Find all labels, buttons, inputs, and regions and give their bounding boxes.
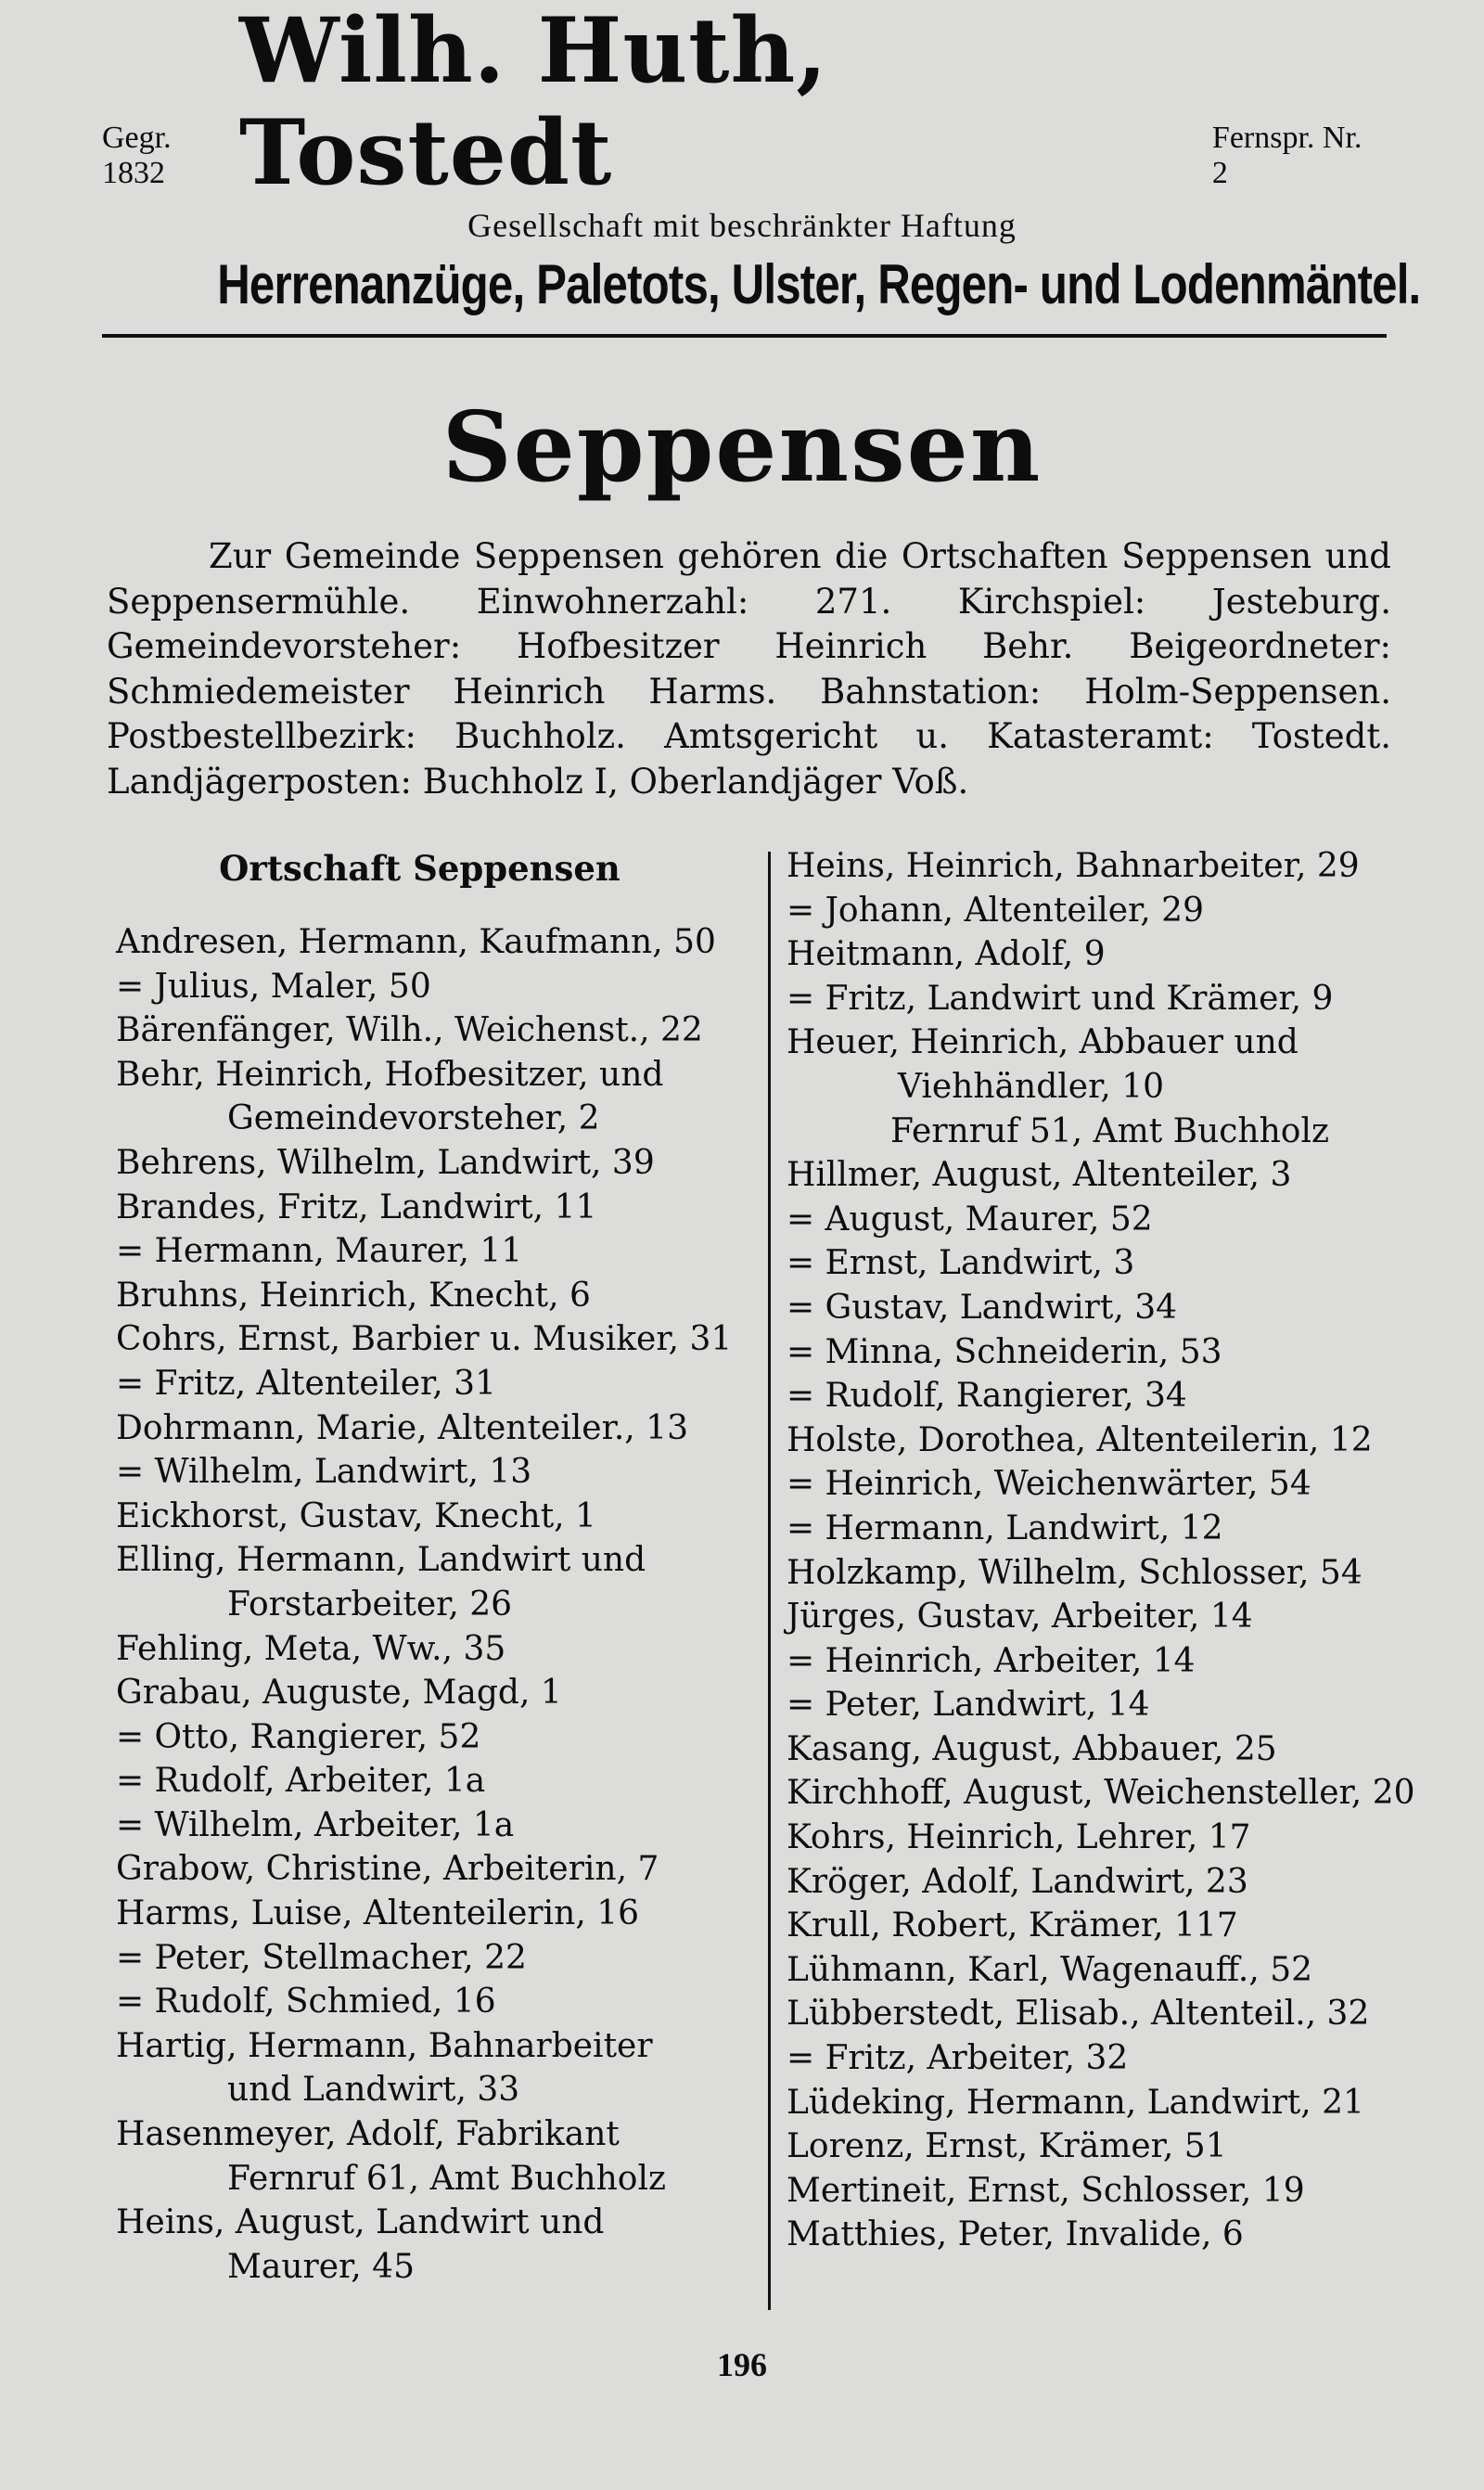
page-number: 196: [717, 2346, 767, 2383]
ad-divider-rule: [102, 334, 1387, 338]
ditto-mark: =: [787, 2039, 815, 2078]
directory-entry: [116, 1053, 765, 1141]
entry-line: Lühmann, Karl, Wagenauff., 52: [787, 1950, 1313, 1989]
directory-entry: [787, 1330, 1436, 1375]
directory-entry: [787, 1992, 1436, 2036]
ditto-mark: =: [116, 967, 145, 1006]
entry-line: Jürges, Gustav, Arbeiter, 14: [787, 1598, 1253, 1636]
entry-line: Heins, Heinrich, Bahnarbeiter, 29: [787, 847, 1360, 885]
ditto-mark: =: [787, 1508, 815, 1547]
entry-line: = Fritz, Landwirt und Krämer, 9: [787, 977, 1436, 1021]
right-column: [787, 844, 1436, 2257]
ad-company-type: Gesellschaft mit beschränkter Haftung: [467, 207, 1017, 244]
directory-entry: [116, 1274, 765, 1318]
ditto-mark: =: [787, 1641, 815, 1680]
directory-entry: [787, 889, 1436, 933]
directory-entry: [116, 2201, 765, 2289]
directory-entry: [787, 1507, 1436, 1551]
directory-entry: [787, 977, 1436, 1021]
ditto-mark: =: [787, 891, 815, 930]
page-title: Seppensen: [441, 390, 1043, 504]
column-heading: Ortschaft Seppensen: [219, 848, 620, 889]
entry-line: = Peter, Stellmacher, 22: [116, 1936, 765, 1981]
entry-line: Lüdeking, Hermann, Landwirt, 21: [787, 2083, 1364, 2122]
entry-line: = Rudolf, Rangierer, 34: [787, 1374, 1436, 1418]
entry-line: = Rudolf, Arbeiter, 1a: [116, 1759, 765, 1803]
intro-paragraph: Zur Gemeinde Seppensen gehören die Ortschaften Seppensen und Seppensermühle. Einwohnerzahl: 271. Kirchspiel: Jesteburg. Gemeindevorsteher: Hofbesitzer Heinrich Behr. Beigeordneter: Schmiedemeister Heinrich Harms. Bahnstation: Holm-Seppensen. Postbestellbezirk: Buchholz. Amtsgericht u. Katasteramt: Tostedt. Landjägerposten: Buchholz I, Oberlandjäger Voß.: [107, 536, 1391, 802]
entry-line: Hartig, Hermann, Bahnarbeiter: [116, 2026, 653, 2065]
entry-line: Hasenmeyer, Adolf, Fabrikant: [116, 2115, 620, 2154]
directory-entry: [116, 2112, 765, 2201]
ditto-mark: =: [116, 1983, 145, 2022]
entry-line: Holzkamp, Wilhelm, Schlosser, 54: [787, 1553, 1362, 1592]
resident-list-right: [787, 844, 1436, 2257]
entry-line: Andresen, Hermann, Kaufmann, 50: [116, 923, 716, 961]
entry-line: = Julius, Maler, 50: [116, 965, 765, 1009]
entry-line: = Otto, Rangierer, 52: [116, 1715, 765, 1760]
directory-entry: [787, 1595, 1436, 1639]
directory-entry: [787, 1418, 1436, 1463]
entry-continuation-line: Maurer, 45: [227, 2247, 415, 2286]
directory-entry: [787, 1860, 1436, 1905]
entry-line: = Hermann, Maurer, 11: [116, 1229, 765, 1274]
ditto-mark: =: [116, 1805, 145, 1844]
ditto-mark: =: [116, 1232, 145, 1271]
entry-line: Krull, Robert, Krämer, 117: [787, 1906, 1238, 1945]
entry-line: Brandes, Fritz, Landwirt, 11: [116, 1187, 597, 1226]
directory-entry: [116, 1803, 765, 1848]
entry-line: = Rudolf, Schmied, 16: [116, 1980, 765, 2024]
directory-entry: [116, 1627, 765, 1672]
directory-entry: [787, 2124, 1436, 2169]
directory-entry: [116, 1671, 765, 1715]
directory-entry: [787, 2036, 1436, 2081]
entry-line: Behrens, Wilhelm, Landwirt, 39: [116, 1143, 655, 1182]
entry-line: Hillmer, August, Altenteiler, 3: [787, 1156, 1292, 1195]
ad-founded: Gegr. 1832: [102, 121, 172, 190]
directory-entry: [787, 932, 1436, 977]
directory-entry: [116, 1847, 765, 1892]
entry-line: = Wilhelm, Landwirt, 13: [116, 1450, 765, 1495]
entry-line: Eickhorst, Gustav, Knecht, 1: [116, 1496, 596, 1535]
entry-line: Grabow, Christine, Arbeiterin, 7: [116, 1850, 659, 1889]
entry-line: Harms, Luise, Altenteilerin, 16: [116, 1894, 640, 1933]
entry-line: Fehling, Meta, Ww., 35: [116, 1629, 506, 1668]
ditto-mark: =: [787, 1332, 815, 1371]
entry-line: = Ernst, Landwirt, 3: [787, 1241, 1436, 1286]
directory-entry: [787, 2081, 1436, 2125]
left-column: [116, 844, 765, 2289]
entry-line: Kohrs, Heinrich, Lehrer, 17: [787, 1818, 1251, 1857]
ad-firm-name: Wilh. Huth, Tostedt: [238, 0, 828, 205]
directory-entry: [787, 1683, 1436, 1727]
entry-line: Matthies, Peter, Invalide, 6: [787, 2215, 1244, 2254]
directory-entry: [116, 1362, 765, 1406]
entry-continuation-line: Forstarbeiter, 26: [227, 1585, 513, 1624]
entry-continuation-line: und Landwirt, 33: [227, 2071, 520, 2110]
ditto-mark: =: [116, 1453, 145, 1492]
directory-entry: [116, 1229, 765, 1274]
entry-line: Lübberstedt, Elisab., Altenteil., 32: [787, 1995, 1370, 2034]
directory-entry: [787, 1771, 1436, 1816]
directory-entry: [116, 1495, 765, 1539]
ditto-mark: =: [787, 1244, 815, 1283]
ad-phone: Fernspr. Nr. 2: [1211, 121, 1362, 190]
entry-line: Grabau, Auguste, Magd, 1: [116, 1674, 562, 1713]
ditto-mark: =: [116, 1364, 145, 1403]
resident-list-left: [116, 920, 765, 2289]
entry-continuation-line: Gemeindevorsteher, 2: [227, 1099, 600, 1138]
entry-line: = Fritz, Altenteiler, 31: [116, 1362, 765, 1406]
entry-line: Heitmann, Adolf, 9: [787, 935, 1106, 974]
directory-entry: [787, 1462, 1436, 1507]
entry-line: Elling, Hermann, Landwirt und: [116, 1541, 646, 1580]
ditto-mark: =: [116, 1717, 145, 1756]
ad-goods: Herrenanzüge, Paletots, Ulster, Regen- und Lodenmäntel.: [217, 253, 1421, 315]
directory-entry: [787, 2169, 1436, 2214]
entry-line: Kasang, August, Abbauer, 25: [787, 1729, 1277, 1768]
directory-entry: [116, 1759, 765, 1803]
entry-line: Bärenfänger, Wilh., Weichenst., 22: [116, 1011, 703, 1050]
entry-continuation-line: Fernruf 61, Amt Buchholz: [227, 2159, 666, 2198]
directory-entry: [116, 1450, 765, 1495]
ditto-mark: =: [787, 1377, 815, 1416]
directory-entry: [116, 2024, 765, 2112]
directory-entry: [116, 1892, 765, 1936]
entry-line: = Minna, Schneiderin, 53: [787, 1330, 1436, 1375]
directory-entry: [787, 1286, 1436, 1330]
directory-entry: [787, 1153, 1436, 1198]
entry-line: = Fritz, Arbeiter, 32: [787, 2036, 1436, 2081]
entry-line: Heuer, Heinrich, Abbauer und: [787, 1023, 1298, 1062]
directory-entry: [787, 1727, 1436, 1772]
entry-line: Kröger, Adolf, Landwirt, 23: [787, 1862, 1248, 1901]
ditto-mark: =: [787, 979, 815, 1018]
entry-line: = Heinrich, Weichenwärter, 54: [787, 1462, 1436, 1507]
ditto-mark: =: [787, 1200, 815, 1239]
directory-entry: [787, 1639, 1436, 1684]
directory-entry: [116, 965, 765, 1009]
column-divider: [768, 852, 771, 2310]
directory-entry: [116, 1186, 765, 1230]
entry-line: Mertineit, Ernst, Schlosser, 19: [787, 2171, 1305, 2210]
entry-line: Dohrmann, Marie, Altenteiler., 13: [116, 1408, 688, 1447]
entry-line: Bruhns, Heinrich, Knecht, 6: [116, 1276, 591, 1315]
ditto-mark: =: [787, 1465, 815, 1504]
directory-entry: [787, 1904, 1436, 1948]
directory-entry: [787, 1374, 1436, 1418]
directory-entry: [787, 1241, 1436, 1286]
entry-line: Lorenz, Ernst, Krämer, 51: [787, 2127, 1227, 2166]
ditto-mark: =: [787, 1288, 815, 1327]
directory-entry: [116, 1008, 765, 1053]
ad-firm-row: [102, 0, 1382, 205]
directory-entry: [787, 1020, 1436, 1153]
entry-line: = August, Maurer, 52: [787, 1198, 1436, 1242]
ditto-mark: =: [787, 1686, 815, 1725]
entry-line: = Peter, Landwirt, 14: [787, 1683, 1436, 1727]
entry-line: = Gustav, Landwirt, 34: [787, 1286, 1436, 1330]
entry-line: Kirchhoff, August, Weichensteller, 20: [787, 1774, 1415, 1813]
entry-line: Holste, Dorothea, Altenteilerin, 12: [787, 1420, 1373, 1459]
entry-continuation-line: Viehhändler, 10: [898, 1067, 1165, 1106]
directory-entry: [116, 1406, 765, 1451]
directory-entry: [787, 1551, 1436, 1596]
entry-continuation-line: Fernruf 51, Amt Buchholz: [890, 1111, 1329, 1150]
directory-entry: [787, 844, 1436, 889]
advertisement: [102, 0, 1421, 316]
directory-entry: [116, 1317, 765, 1362]
directory-entry: [116, 1980, 765, 2024]
directory-entry: [116, 1715, 765, 1760]
entry-line: Behr, Heinrich, Hofbesitzer, und: [116, 1055, 664, 1094]
entry-line: = Heinrich, Arbeiter, 14: [787, 1639, 1436, 1684]
directory-entry: [787, 1816, 1436, 1860]
ditto-mark: =: [116, 1762, 145, 1801]
directory-entry: [787, 1198, 1436, 1242]
directory-entry: [116, 1538, 765, 1626]
directory-entry: [116, 1936, 765, 1981]
entry-line: = Johann, Altenteiler, 29: [787, 889, 1436, 933]
entry-line: = Wilhelm, Arbeiter, 1a: [116, 1803, 765, 1848]
directory-entry: [787, 1948, 1436, 1993]
ditto-mark: =: [116, 1938, 145, 1977]
entry-line: Cohrs, Ernst, Barbier u. Musiker, 31: [116, 1320, 733, 1359]
directory-entry: [787, 2213, 1436, 2257]
entry-line: = Hermann, Landwirt, 12: [787, 1507, 1436, 1551]
entry-line: Heins, August, Landwirt und: [116, 2203, 605, 2242]
directory-entry: [116, 920, 765, 965]
directory-entry: [116, 1141, 765, 1186]
